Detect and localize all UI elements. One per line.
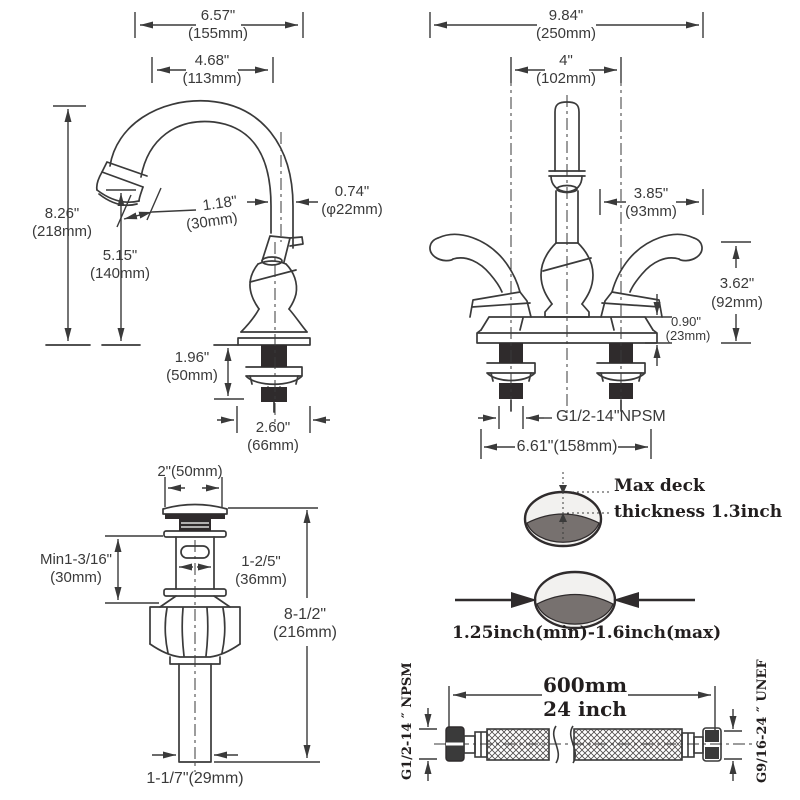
hose-drawing bbox=[446, 726, 721, 763]
dim-left-shank-length-mm: (50mm) bbox=[166, 367, 218, 384]
dim-right-handle-spacing-in: 4" bbox=[559, 52, 573, 69]
dim-right-handle-width-mm: (93mm) bbox=[625, 203, 677, 220]
dim-right-overall-width-mm: (250mm) bbox=[535, 25, 596, 42]
dim-left-overall-height-in: 8.26" bbox=[44, 205, 80, 222]
deck-thickness-range: 1.25inch(min)-1.6inch(max) bbox=[452, 623, 722, 643]
dim-right-deck-plate-mm: (23mm) bbox=[665, 328, 711, 343]
deck-max-thickness-line1: Max deck bbox=[614, 476, 705, 496]
dim-left-overall-width-mm: (155mm) bbox=[187, 25, 248, 42]
dim-hose-length-mm: 600mm bbox=[542, 673, 628, 697]
dim-drain-body-width-in: 1-2/5" bbox=[241, 553, 281, 570]
dim-left-pipe-diameter-mm: (φ22mm) bbox=[321, 201, 383, 218]
dim-left-spout-height-in: 5.15" bbox=[102, 247, 138, 264]
dim-left-spout-height-mm: (140mm) bbox=[89, 265, 150, 282]
dim-left-shank-length-in: 1.96" bbox=[174, 349, 210, 366]
dim-right-thread-spec: G1/2-14"NPSM bbox=[556, 408, 666, 425]
dim-right-deck-plate-in: 0.90" bbox=[671, 314, 701, 329]
dim-right-height-mm: (92mm) bbox=[711, 294, 763, 311]
dim-hose-length-in: 24 inch bbox=[543, 697, 627, 721]
dim-left-spout-tip-mm: (30mm) bbox=[185, 209, 239, 234]
dim-left-spout-width-in: 4.68" bbox=[194, 52, 230, 69]
dim-drain-body-width-mm: (36mm) bbox=[235, 571, 287, 588]
dim-drain-overall-height-in: 8-1/2" bbox=[283, 606, 327, 623]
dim-left-spout-tip-in: 1.18" bbox=[201, 192, 239, 215]
dim-right-base-width: 6.61"(158mm) bbox=[516, 438, 618, 455]
dim-left-base-width-mm: (66mm) bbox=[247, 437, 299, 454]
dim-left-pipe-diameter-in: 0.74" bbox=[334, 183, 370, 200]
dim-right-overall-width-in: 9.84" bbox=[548, 7, 584, 24]
dim-drain-tail-width: 1-1/7"(29mm) bbox=[146, 770, 244, 787]
dim-right-height-in: 3.62" bbox=[719, 275, 755, 292]
right-faucet-drawing bbox=[430, 102, 702, 411]
deck-max-thickness-line2: thickness 1.3inch bbox=[614, 502, 783, 522]
dim-right-handle-width-in: 3.85" bbox=[633, 185, 669, 202]
dim-left-spout-width-mm: (113mm) bbox=[182, 70, 242, 87]
dim-drain-cap-width: 2"(50mm) bbox=[157, 463, 223, 480]
dim-drain-min-clearance-mm: (30mm) bbox=[50, 569, 102, 586]
dim-left-base-width-in: 2.60" bbox=[255, 419, 291, 436]
dim-left-overall-width-in: 6.57" bbox=[200, 7, 236, 24]
hose-left-thread-label: G1/2-14 ″ NPSM bbox=[399, 662, 415, 781]
dim-drain-overall-height-mm: (216mm) bbox=[272, 624, 337, 641]
dim-left-overall-height-mm: (218mm) bbox=[31, 223, 92, 240]
dim-right-handle-spacing-mm: (102mm) bbox=[535, 70, 596, 87]
hose-right-thread-label: G9/16-24 ″ UNEF bbox=[754, 659, 770, 784]
dim-drain-min-clearance-in: Min1-3/16" bbox=[39, 551, 113, 568]
